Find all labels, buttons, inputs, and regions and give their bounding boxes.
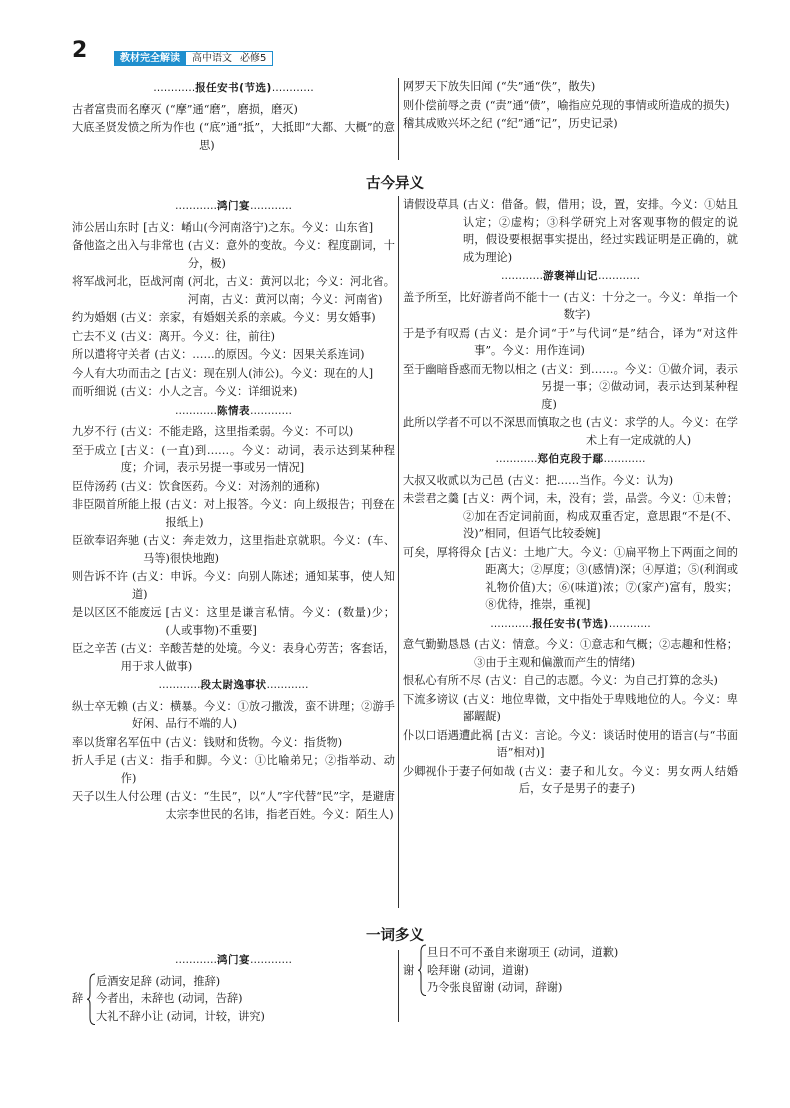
subsection-heading: …………游褒禅山记………… <box>501 270 640 282</box>
entry: 未尝君之羹 [古义：两个词，未，没有；尝，品尝。今义：①未曾；②加在否定词前面，构成双重否定，意思跟“不是(不、没)”相同，但语气比较委婉] <box>403 492 738 540</box>
section-title-gujin: 古今异义 <box>366 176 424 192</box>
entry: 亡去不义 (古义：离开。今义：往，前往) <box>72 329 275 343</box>
entry: 下流多谤议 (古义：地位卑微，文中指处于卑贱地位的人。今义：卑鄙龌龊) <box>403 692 738 723</box>
entry: 此所以学者不可以不深思而慎取之也 (古义：求学的人。今义：在学术上有一定成就的人) <box>403 416 738 447</box>
entry: 沛公居山东时 [古义：崤山(今河南洛宁)之东。今义：山东省] <box>72 220 374 234</box>
subsection-heading: …………报任安书(节选)………… <box>490 617 651 630</box>
entry: 是以区区不能废远 [古义：这里是谦言私情。今义：(数量)少；(人或事物)不重要] <box>72 606 395 637</box>
page-number: 2 <box>72 38 88 63</box>
polysemy-char: 辞 <box>72 992 84 1005</box>
tongjia-right-column <box>403 78 738 134</box>
entry: 古者富贵而名摩灭 (“摩”通“磨”，磨损，磨灭) <box>72 102 298 116</box>
entry: 今人有大功而击之 [古义：现在别人(沛公)。今义：现在的人] <box>72 366 374 380</box>
column-divider-top <box>398 78 399 160</box>
subsection-heading: …………陈情表………… <box>175 404 292 417</box>
entry: 可矣，厚将得众 [古义：土地广大。今义：①扁平物上下两面之间的距离大；②厚度；③(感情)深；④厚道；⑤(利润或礼物价值)大；⑥(味道)浓；⑦(家产)富有，殷实；⑧优待，推崇，重视] <box>403 545 738 611</box>
tongjia-left-column <box>72 78 395 155</box>
entry: 臣侍汤药 (古义：饮食医药。今义：对汤剂的通称) <box>72 479 320 493</box>
subsection-heading: …………鸿门宴………… <box>175 200 292 212</box>
column-divider-bottom <box>398 950 399 1022</box>
duoyi-right-column <box>403 944 738 997</box>
entry: 少卿视仆于妻子何如哉 (古义：妻子和儿女。今义：男女两人结婚后，女子是男子的妻子) <box>403 764 738 795</box>
section-title-duoyi: 一词多义 <box>366 928 424 944</box>
polysemy-item: 卮酒安足辞 (动词，推辞) <box>96 974 221 988</box>
entry: 意气勤勤恳恳 (古义：情意。今义：①意志和气概；②志趣和性格；③由于主观和偏激而产生的情绪) <box>403 638 738 669</box>
polysemy-item: 乃令张良留谢 (动词，辞谢) <box>427 981 563 994</box>
entry: 约为婚姻 (古义：亲家，有婚姻关系的亲戚。今义：男女婚事) <box>72 311 376 324</box>
brace-icon <box>417 944 427 997</box>
polysemy-item: 大礼不辞小让 (动词，计较，讲究) <box>96 1009 265 1023</box>
duoyi-left-column <box>72 950 395 1025</box>
entry: 纵士卒无赖 (古义：横暴。今义：①放刁撒泼，蛮不讲理；②游手好闲、品行不端的人) <box>72 699 395 730</box>
course-volume: 必修5 <box>240 53 267 64</box>
entry: 非臣陨首所能上报 (古义：对上报答。今义：向上级报告；刊登在报纸上) <box>72 498 395 529</box>
entry: 臣欲奉诏奔驰 (古义：奔走效力，这里指赴京就职。今义：(车、马等)很快地跑) <box>72 534 395 565</box>
entry: 至于成立 [古义：(一直)到……。今义：动词，表示达到某种程度；介词，表示另提一事或另一情况] <box>72 443 395 474</box>
entry: 仆以口语遇遭此祸 [古义：言论。今义：谈话时使用的语言(与“书面语”相对)] <box>403 728 738 759</box>
entry: 于是予有叹焉 (古义：是介词“于”与代词“是”结合，译为“对这件事”。今义：用作连词) <box>403 326 738 357</box>
polysemy-group <box>403 944 738 997</box>
column-divider-main <box>398 196 399 908</box>
entry: 天子以生人付公理 (古义：“生民”，以“人”字代替“民”字，是避唐太宗李世民的名讳，指老百姓。今义：陌生人) <box>72 790 395 821</box>
polysemy-char: 谢 <box>403 963 415 977</box>
entry: 网罗天下放失旧闻 (“失”通“佚”，散失) <box>403 80 596 93</box>
subsection-heading: …………郑伯克段于鄢………… <box>495 453 646 465</box>
subsection-heading: …………报任安书(节选)………… <box>153 82 314 94</box>
entry: 则告诉不许 (古义：申诉。今义：向别人陈述；通知某事，使人知道) <box>72 570 395 601</box>
brand-badge: 教材完全解读 <box>114 51 186 66</box>
entry: 折人手足 (古义：指手和脚。今义：①比喻弟兄；②指举动、动作) <box>72 754 395 785</box>
page-header <box>72 38 732 70</box>
entry: 臣之辛苦 (古义：辛酸苦楚的处境。今义：表身心劳苦；客套话，用于求人做事) <box>72 642 395 673</box>
entry: 则仆偿前辱之责 (“责”通“债”，喻指应兑现的事情或所造成的损失) <box>403 98 730 112</box>
polysemy-item: 旦日不可不蚤自来谢项王 (动词，道歉) <box>427 946 619 959</box>
entry: 备他盗之出入与非常也 (古义：意外的变故。今义：程度副词，十分，极) <box>72 239 395 270</box>
entry: 大叔又收贰以为己邑 (古义：把……当作。今义：认为) <box>403 473 674 487</box>
subsection-heading: …………段太尉逸事状………… <box>158 679 309 691</box>
polysemy-items <box>96 973 395 1026</box>
entry: 至于幽暗昏惑而无物以相之 (古义：到……。今义：①做介词，表示另提一事；②做动词，表示达到某种程度) <box>403 362 738 411</box>
entry: 九岁不行 (古义：不能走路，这里指柔弱。今义：不可以) <box>72 425 354 438</box>
entry: 而听细说 (古义：小人之言。今义：详细说来) <box>72 385 298 398</box>
entry: 请假设草具 (古义：借备。假，借用；设，置，安排。今义：①姑且认定；②虚构；③科学研究上对客观事物的假定的说明，假设要根据事实提出，经过实践证明是正确的，就成为理论) <box>403 198 738 264</box>
entry: 率以货窜名军伍中 (古义：钱财和货物。今义：指货物) <box>72 735 343 749</box>
polysemy-item: 今者出，未辞也 (动词，告辞) <box>96 992 243 1005</box>
entry: 盖予所至，比好游者尚不能十一 (古义：十分之一。今义：单指一个数字) <box>403 290 738 321</box>
entry: 将军战河北，臣战河南 (河北，古义：黄河以北；今义：河北省。河南，古义：黄河以南；今义：河南省) <box>72 275 395 306</box>
course-badge <box>186 51 273 66</box>
polysemy-items <box>427 944 738 997</box>
entry: 所以遣将守关者 (古义：……的原因。今义：因果关系连词) <box>72 348 365 361</box>
gujin-right-column <box>403 196 738 799</box>
subsection-heading: …………鸿门宴………… <box>175 954 292 966</box>
brace-icon <box>86 973 96 1026</box>
entry: 稽其成败兴坏之纪 (“纪”通“记”，历史记录) <box>403 117 618 130</box>
entry: 大底圣贤发愤之所为作也 (“底”通“抵”，大抵即“大都、大概”的意思) <box>72 121 395 152</box>
polysemy-item: 哙拜谢 (动词，道谢) <box>427 963 529 977</box>
entry: 恨私心有所不尽 (古义：自己的志愿。今义：为自己打算的念头) <box>403 674 718 687</box>
course-name: 高中语文 <box>192 53 232 64</box>
gujin-left-column <box>72 196 395 824</box>
polysemy-group <box>72 973 395 1026</box>
header-badges <box>114 51 273 66</box>
